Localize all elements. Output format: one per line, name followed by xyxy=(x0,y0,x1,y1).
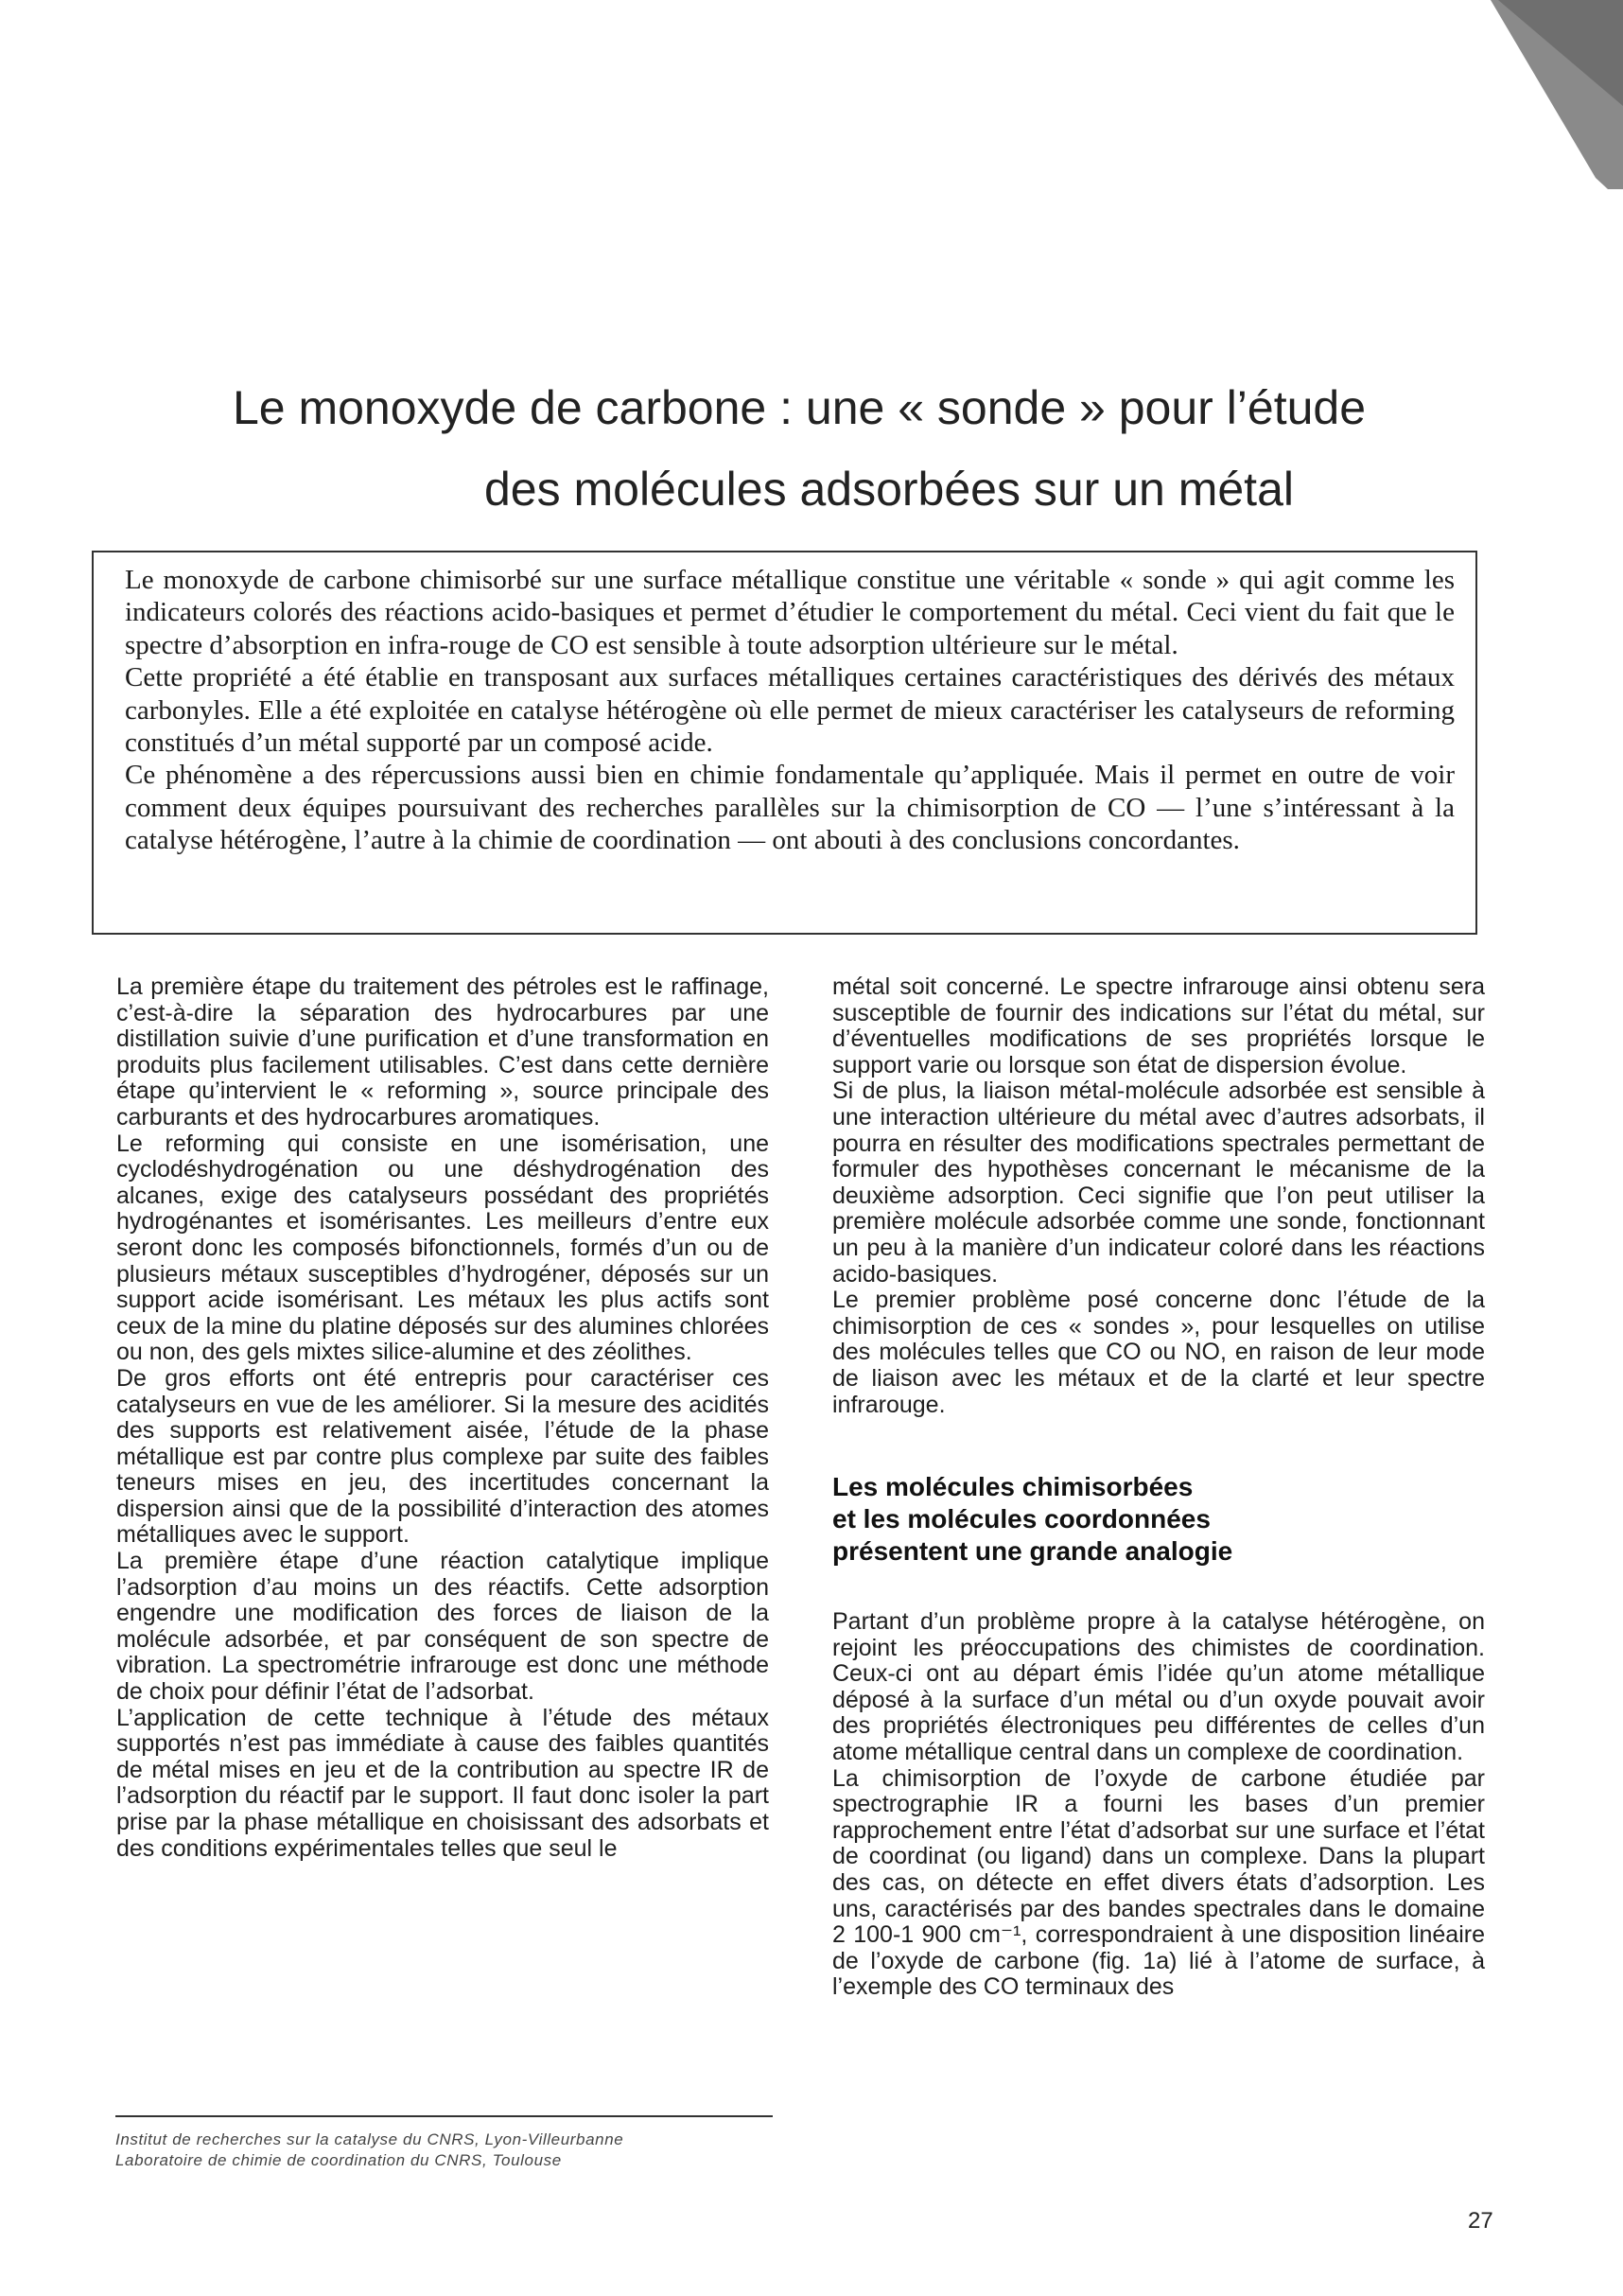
footnote-line: Institut de recherches sur la catalyse du CNRS, Lyon-Villeurbanne xyxy=(115,2130,624,2148)
section-heading xyxy=(832,1471,1485,1568)
title-line-2: des molécules adsorbées sur un métal xyxy=(483,463,1294,516)
body-paragraph: Si de plus, la liaison métal-molécule adsorbée est sensible à une interaction ultérieure du métal avec d’autres adsorbats, il pourra en résulter des modifications spectrales permettant de formuler des hypothèses concernant le mécanisme de la deuxième adsorption. Ceci signifie que l’on peut utiliser la première molécule adsorbée comme une sonde, fonctionnant un peu à la manière d’un indicateur coloré dans les réactions acido-basiques. xyxy=(832,1078,1485,1288)
body-paragraph: La première étape d’une réaction catalytique implique l’adsorption d’au moins un des réactifs. Cette adsorption engendre une modification des forces de liaison de la molécule adsorbée, et par conséquent de son spectre de vibration. La spectrométrie infrarouge est donc une méthode de choix pour définir l’état de l’adsorbat. xyxy=(116,1548,769,1706)
body-paragraph: métal soit concerné. Le spectre infrarouge ainsi obtenu sera susceptible de fournir des indications sur l’état du métal, sur d’éventuelles modifications de ses propriétés lorsque le support varie ou lorsque son état de dispersion évolue. xyxy=(832,973,1485,1078)
section-heading-line: présentent une grande analogie xyxy=(832,1536,1233,1567)
title-line-1: Le monoxyde de carbone : une « sonde » pour l’étude xyxy=(232,381,1367,434)
abstract-paragraph: Cette propriété a été établie en transposant aux surfaces métalliques certaines caractéristiques des dérivés des métaux carbonyles. Elle a été exploitée en catalyse hétérogène où elle permet de mieux caractériser les catalyseurs de reforming constitués d’un métal supporté par un composé acide. xyxy=(125,662,1455,759)
body-paragraph: De gros efforts ont été entrepris pour caractériser ces catalyseurs en vue de les améliorer. Si la mesure des acidités des supports est relativement aisée, l’étude de la phase métallique est par contre plus complexe par suite des faibles teneurs mises en jeu, des incertitudes concernant la dispersion ainsi que de la possibilité d’interaction des atomes métalliques avec le support. xyxy=(116,1364,769,1549)
article-title xyxy=(142,367,1485,530)
abstract-box xyxy=(92,551,1477,935)
footnote-line: Laboratoire de chimie de coordination du CNRS, Toulouse xyxy=(115,2151,562,2169)
page-corner-fold xyxy=(1434,0,1623,189)
body-paragraph: L’application de cette technique à l’étude des métaux supportés n’est pas immédiate à cause des faibles quantités de métal mises en jeu et de la contribution au spectre IR de l’adsorption du réactif par le support. Il faut donc isoler la part prise par la phase métallique en choisissant des adsorbats et des conditions expérimentales telles que seul le xyxy=(116,1704,769,1862)
footnote-rule xyxy=(115,2115,773,2117)
page-number: 27 xyxy=(1468,2208,1493,2234)
abstract-paragraph: Le monoxyde de carbone chimisorbé sur une surface métallique constitue une véritable « sonde » qui agit comme les indicateurs colorés des réactions acido-basiques et permet d’étudier le comportement du métal. Ceci vient du fait que le spectre d’absorption en infra-rouge de CO est sensible à toute adsorption ultérieure sur le métal. xyxy=(125,565,1455,660)
body-paragraph: La première étape du traitement des pétroles est le raffinage, c’est-à-dire la séparation des hydrocarbures par une distillation suivie d’une purification et d’une transformation en produits plus facilement utilisables. C’est dans cette dernière étape qu’intervient le « reforming », source principale des carburants et des hydrocarbures aromatiques. xyxy=(116,973,769,1130)
body-paragraph: La chimisorption de l’oxyde de carbone étudiée par spectrographie IR a fourni les bases d’un premier rapprochement entre l’état d’adsorbat sur une surface et l’état de coordinat (ou ligand) dans un complexe. Dans la plupart des cas, on détecte en effet divers états d’adsorption. Les uns, caractérisés par des bandes spectrales dans le domaine 2 100-1 900 cm⁻¹, correspondraient à une disposition linéaire de l’oxyde de carbone (fig. 1a) lié à l’atome de surface, à l’exemple des CO terminaux des xyxy=(832,1764,1485,2001)
section-heading-line: Les molécules chimisorbées xyxy=(832,1472,1194,1502)
left-column xyxy=(116,974,769,1862)
affiliation-footnote xyxy=(115,2129,777,2171)
right-column xyxy=(832,974,1485,2001)
body-paragraph: Partant d’un problème propre à la catalyse hétérogène, on rejoint les préoccupations des chimistes de coordination. Ceux-ci ont au départ émis l’idée qu’un atome métallique déposé à la surface d’un métal ou d’un oxyde pouvait avoir des propriétés électroniques peu différentes de celles d’un atome métallique central dans un complexe de coordination. xyxy=(832,1608,1485,1766)
body-paragraph: Le reforming qui consiste en une isomérisation, une cyclodéshydrogénation ou une déshydrogénation des alcanes, exige des catalyseurs possédant des propriétés hydrogénantes et isomérisantes. Les meilleurs d’entre eux seront donc les composés bifonctionnels, formés d’un ou de plusieurs métaux susceptibles d’hydrogéner, déposés sur un support acide isomérisant. Les métaux les plus actifs sont ceux de la mine du platine déposés sur des alumines chlorées ou non, des gels mixtes silice-alumine et des zéolithes. xyxy=(116,1130,769,1366)
section-heading-line: et les molécules coordonnées xyxy=(832,1504,1211,1534)
abstract-paragraph: Ce phénomène a des répercussions aussi bien en chimie fondamentale qu’appliquée. Mais il permet en outre de voir comment deux équipes poursuivant des recherches parallèles sur la chimisorption de CO — l’une s’intéressant à la catalyse hétérogène, l’autre à la chimie de coordination — ont abouti à des conclusions concordantes. xyxy=(125,760,1455,856)
body-paragraph: Le premier problème posé concerne donc l’étude de la chimisorption de ces « sondes », pour lesquelles on utilise des molécules telles que CO ou NO, en raison de leur mode de liaison avec les métaux et de la clarté et leur spectre infrarouge. xyxy=(832,1287,1485,1418)
